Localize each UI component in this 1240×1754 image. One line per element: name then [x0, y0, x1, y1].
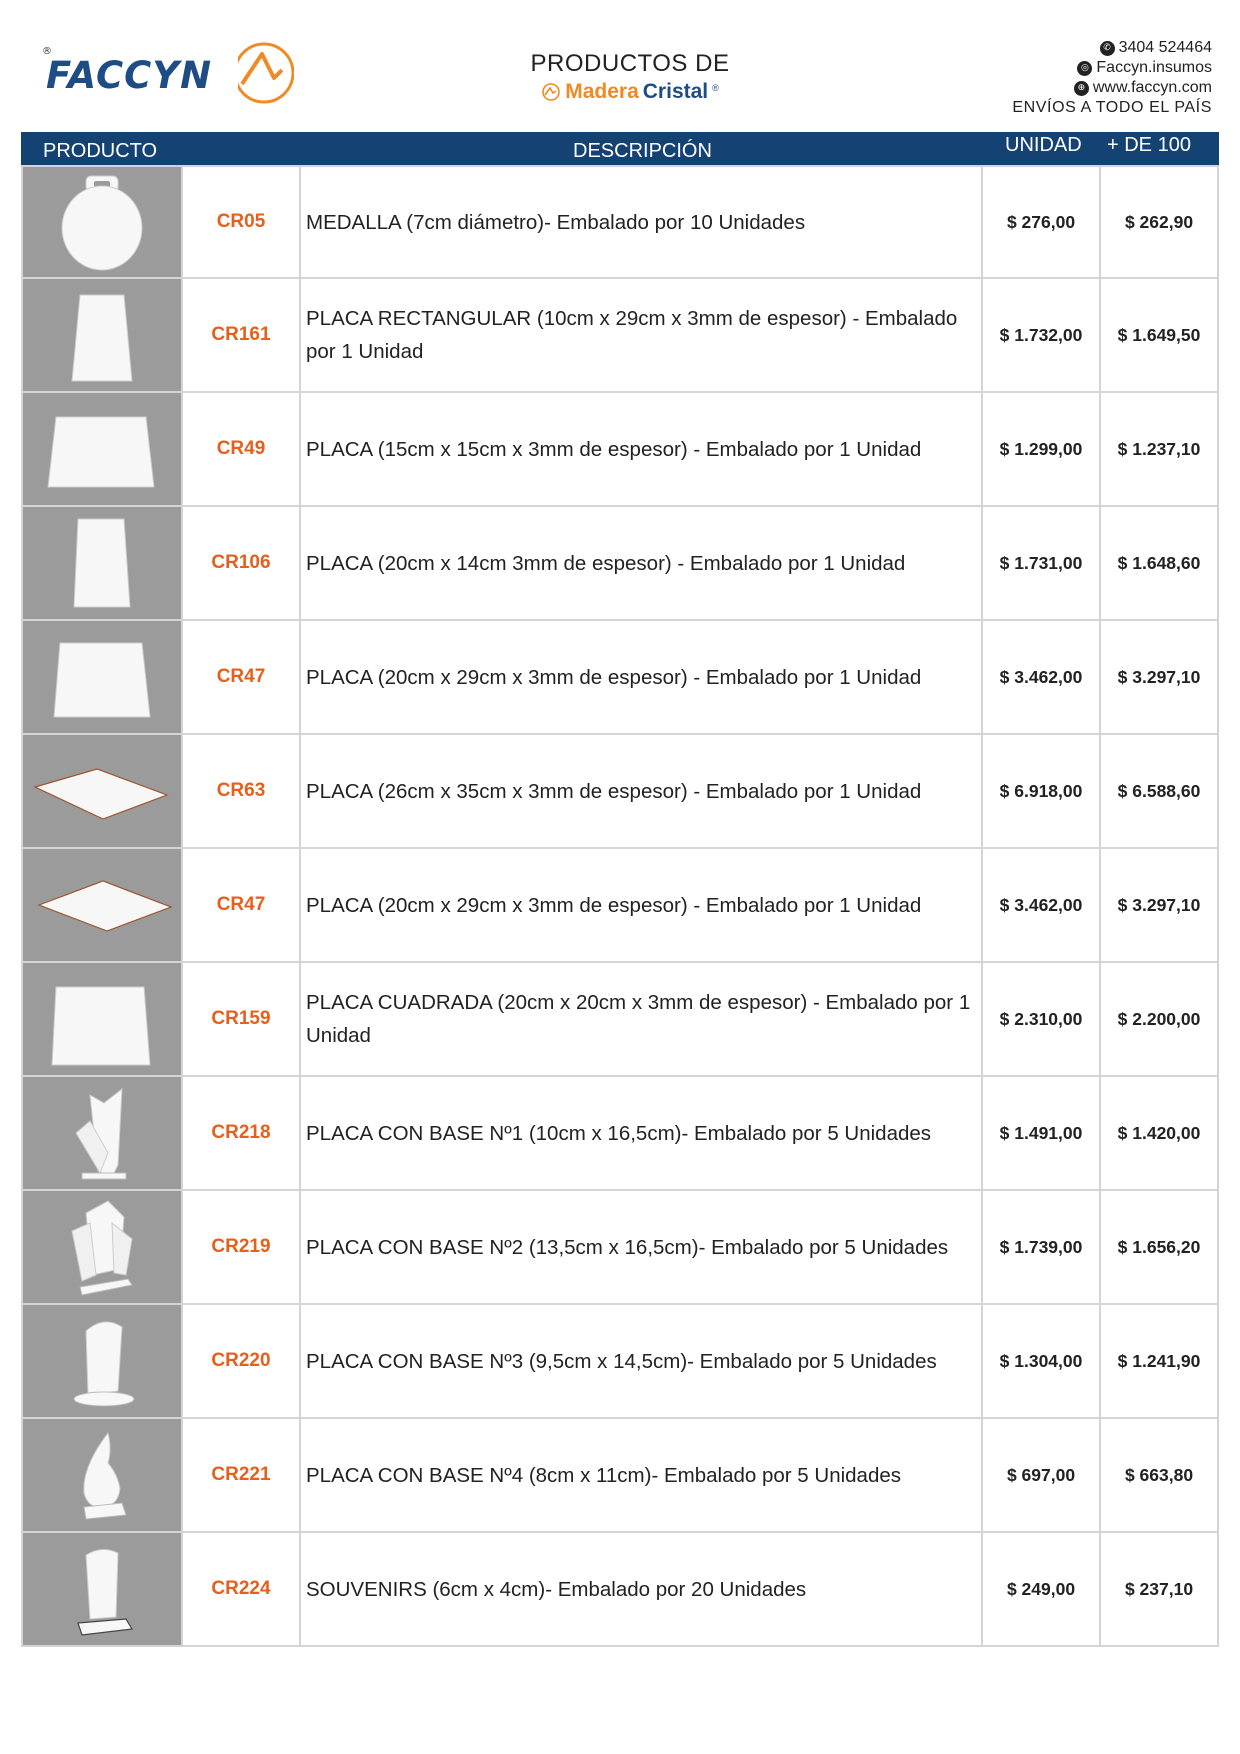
product-code: CR05	[183, 167, 301, 277]
product-description: PLACA RECTANGULAR (10cm x 29cm x 3mm de espesor) - Embalado por 1 Unidad	[301, 279, 983, 391]
product-code: CR47	[183, 621, 301, 733]
website-url: www.faccyn.com	[1092, 79, 1212, 96]
price-unit: $ 249,00	[983, 1533, 1101, 1645]
table-row	[21, 165, 1219, 279]
product-description: PLACA (20cm x 29cm x 3mm de espesor) - Embalado por 1 Unidad	[301, 849, 983, 961]
instagram-icon: ◎	[1077, 61, 1092, 76]
price-over-100: $ 262,90	[1101, 167, 1219, 277]
product-image	[21, 167, 183, 277]
logo-registered-mark: ®	[42, 46, 52, 57]
contact-info	[1012, 38, 1212, 118]
product-image	[21, 1533, 183, 1645]
table-row	[21, 1305, 1219, 1419]
price-unit: $ 276,00	[983, 167, 1101, 277]
trophy-3-icon	[52, 1309, 152, 1413]
table-row	[21, 735, 1219, 849]
contact-phone	[1012, 38, 1212, 58]
table-row	[21, 621, 1219, 735]
product-code: CR49	[183, 393, 301, 505]
column-descripcion: DESCRIPCIÓN	[573, 140, 712, 162]
product-image	[21, 507, 183, 619]
product-code: CR220	[183, 1305, 301, 1417]
plate-tall-icon	[52, 285, 152, 385]
phone-number: 3404 524464	[1118, 39, 1212, 56]
brand-registered-mark: ®	[712, 83, 719, 93]
column-unidad: UNIDAD	[1005, 134, 1082, 156]
product-description: PLACA CON BASE Nº2 (13,5cm x 16,5cm)- Embalado por 5 Unidades	[301, 1191, 983, 1303]
madera-cristal-brand	[480, 80, 780, 104]
price-over-100: $ 3.297,10	[1101, 849, 1219, 961]
table-row	[21, 1533, 1219, 1647]
product-table	[21, 165, 1219, 1647]
table-row	[21, 963, 1219, 1077]
product-image	[21, 279, 183, 391]
product-code: CR106	[183, 507, 301, 619]
price-unit: $ 3.462,00	[983, 621, 1101, 733]
shipping-notice: ENVÍOS A TODO EL PAÍS	[1012, 99, 1212, 116]
table-row	[21, 1191, 1219, 1305]
price-over-100: $ 3.297,10	[1101, 621, 1219, 733]
table-header	[21, 132, 1219, 165]
price-unit: $ 697,00	[983, 1419, 1101, 1531]
plate-tall-icon	[52, 513, 152, 613]
faccyn-logo	[42, 40, 282, 120]
price-unit: $ 2.310,00	[983, 963, 1101, 1075]
plate-flat-icon	[27, 855, 177, 955]
table-row	[21, 1077, 1219, 1191]
souvenir-icon	[52, 1537, 152, 1641]
product-code: CR47	[183, 849, 301, 961]
plate-square-icon	[42, 969, 162, 1069]
catalog-title	[480, 50, 780, 104]
trophy-1-icon	[52, 1081, 152, 1185]
product-description: SOUVENIRS (6cm x 4cm)- Embalado por 20 Unidades	[301, 1533, 983, 1645]
product-image	[21, 1191, 183, 1303]
price-unit: $ 3.462,00	[983, 849, 1101, 961]
price-over-100: $ 6.588,60	[1101, 735, 1219, 847]
price-over-100: $ 663,80	[1101, 1419, 1219, 1531]
product-code: CR224	[183, 1533, 301, 1645]
price-over-100: $ 1.649,50	[1101, 279, 1219, 391]
table-row	[21, 279, 1219, 393]
product-image	[21, 1077, 183, 1189]
price-over-100: $ 237,10	[1101, 1533, 1219, 1645]
brand-cristal: Cristal	[642, 80, 709, 103]
column-mas-de-100: + DE 100	[1107, 134, 1191, 156]
price-unit: $ 6.918,00	[983, 735, 1101, 847]
product-image	[21, 1419, 183, 1531]
product-code: CR159	[183, 963, 301, 1075]
plate-square-icon	[42, 399, 162, 499]
trophy-2-icon	[52, 1195, 152, 1299]
column-producto: PRODUCTO	[43, 140, 158, 162]
product-image	[21, 621, 183, 733]
product-description: PLACA CON BASE Nº4 (8cm x 11cm)- Embalado por 5 Unidades	[301, 1419, 983, 1531]
price-over-100: $ 1.237,10	[1101, 393, 1219, 505]
product-code: CR218	[183, 1077, 301, 1189]
product-description: PLACA (20cm x 29cm x 3mm de espesor) - Embalado por 1 Unidad	[301, 621, 983, 733]
trophy-4-icon	[52, 1423, 152, 1527]
price-unit: $ 1.731,00	[983, 507, 1101, 619]
price-over-100: $ 1.648,60	[1101, 507, 1219, 619]
price-unit: $ 1.739,00	[983, 1191, 1101, 1303]
plate-flat-icon	[27, 741, 177, 841]
product-description: PLACA CON BASE Nº3 (9,5cm x 14,5cm)- Embalado por 5 Unidades	[301, 1305, 983, 1417]
contact-instagram	[1012, 58, 1212, 78]
price-over-100: $ 1.420,00	[1101, 1077, 1219, 1189]
catalog-title-line: PRODUCTOS DE	[530, 50, 730, 77]
product-description: PLACA (26cm x 35cm x 3mm de espesor) - Embalado por 1 Unidad	[301, 735, 983, 847]
product-description: PLACA (15cm x 15cm x 3mm de espesor) - Embalado por 1 Unidad	[301, 393, 983, 505]
brand-mark-icon	[541, 82, 561, 102]
globe-icon: ⊕	[1074, 81, 1089, 96]
price-unit: $ 1.491,00	[983, 1077, 1101, 1189]
product-image	[21, 393, 183, 505]
medalla-icon	[52, 172, 152, 272]
price-over-100: $ 2.200,00	[1101, 963, 1219, 1075]
instagram-handle: Faccyn.insumos	[1096, 59, 1212, 76]
logo-mountain-icon	[238, 40, 294, 106]
price-over-100: $ 1.656,20	[1101, 1191, 1219, 1303]
contact-website	[1012, 78, 1212, 98]
table-row	[21, 393, 1219, 507]
table-row	[21, 1419, 1219, 1533]
price-unit: $ 1.732,00	[983, 279, 1101, 391]
product-image	[21, 735, 183, 847]
product-image	[21, 1305, 183, 1417]
price-unit: $ 1.304,00	[983, 1305, 1101, 1417]
logo-wordmark: FACCYN	[46, 54, 213, 97]
product-code: CR221	[183, 1419, 301, 1531]
table-row	[21, 507, 1219, 621]
table-row	[21, 849, 1219, 963]
product-description: PLACA CON BASE Nº1 (10cm x 16,5cm)- Embalado por 5 Unidades	[301, 1077, 983, 1189]
product-code: CR161	[183, 279, 301, 391]
plate-square-icon	[42, 627, 162, 727]
product-image	[21, 963, 183, 1075]
product-code: CR63	[183, 735, 301, 847]
product-description: PLACA (20cm x 14cm 3mm de espesor) - Embalado por 1 Unidad	[301, 507, 983, 619]
product-image	[21, 849, 183, 961]
product-description: PLACA CUADRADA (20cm x 20cm x 3mm de espesor) - Embalado por 1 Unidad	[301, 963, 983, 1075]
price-unit: $ 1.299,00	[983, 393, 1101, 505]
brand-madera: Madera	[565, 80, 639, 103]
price-over-100: $ 1.241,90	[1101, 1305, 1219, 1417]
product-description: MEDALLA (7cm diámetro)- Embalado por 10 Unidades	[301, 167, 983, 277]
whatsapp-icon: ✆	[1100, 41, 1115, 56]
product-code: CR219	[183, 1191, 301, 1303]
